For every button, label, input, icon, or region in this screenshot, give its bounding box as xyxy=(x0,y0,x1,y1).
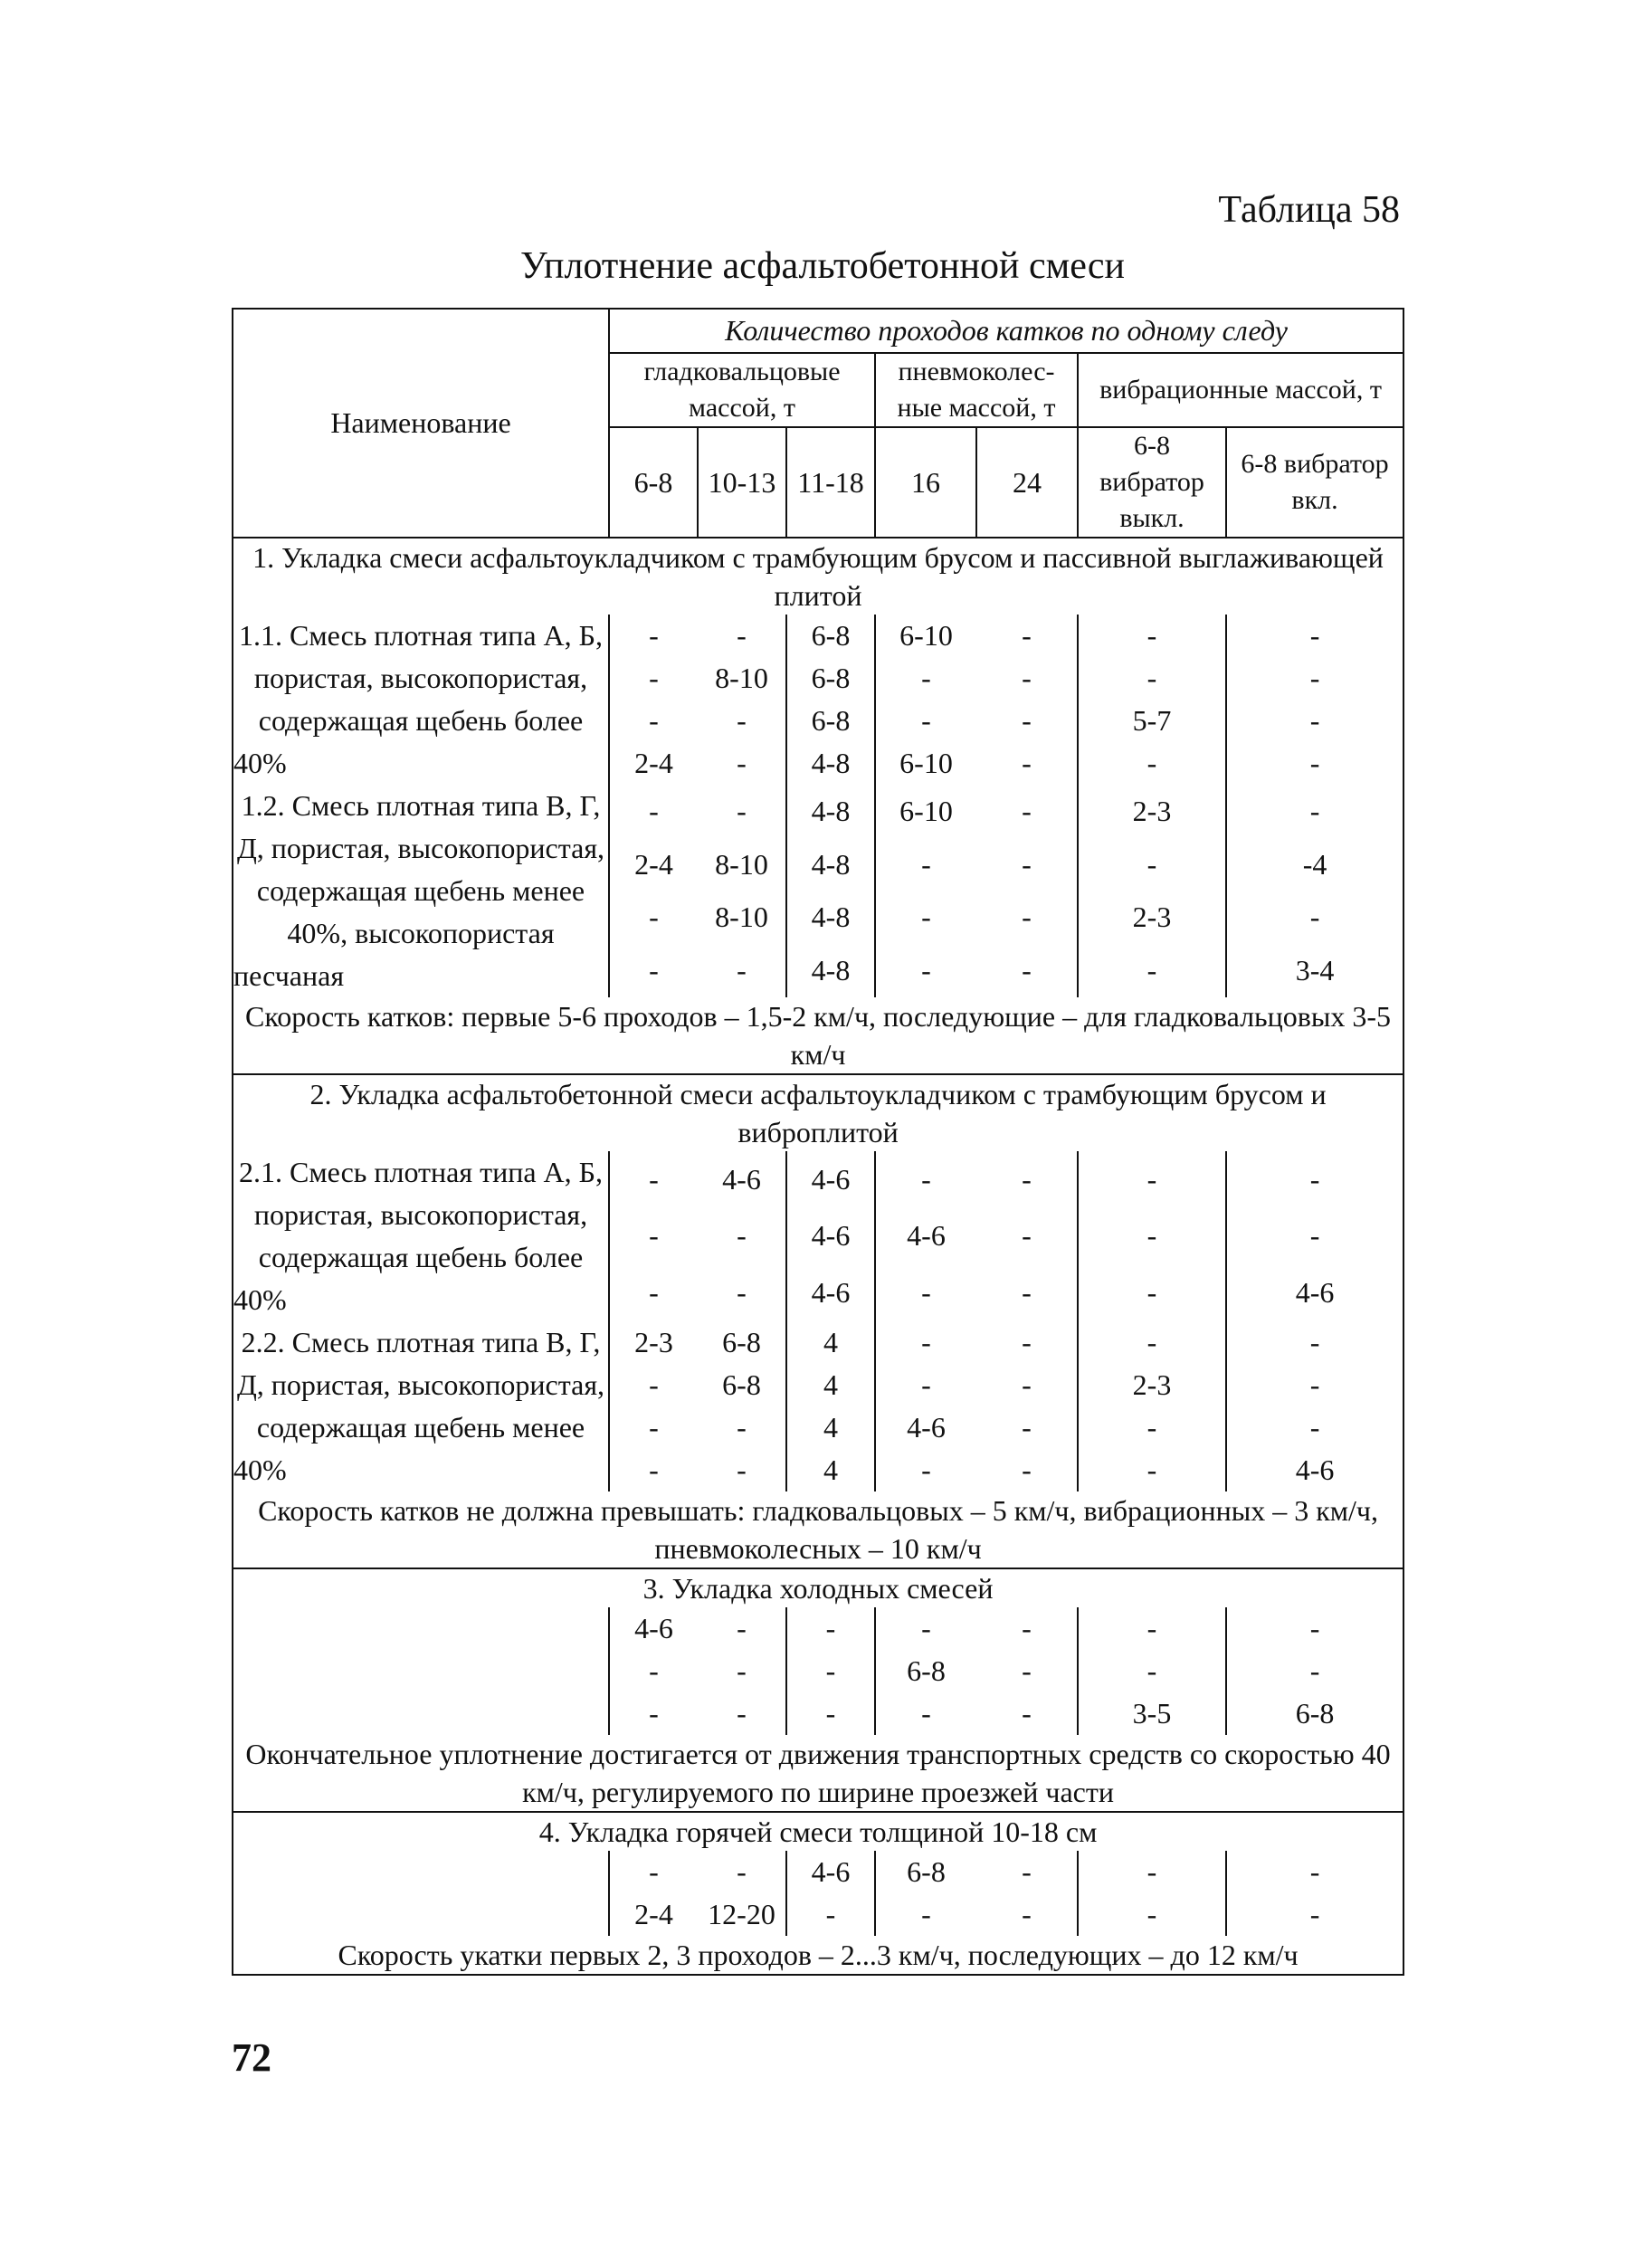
value-cell: - xyxy=(1078,1151,1226,1208)
value-cell: - xyxy=(875,891,976,945)
value-cell: 6-10 xyxy=(875,785,976,838)
value-cell: - xyxy=(609,891,698,945)
header-col: 6-8 xyxy=(609,427,698,538)
value-cell: - xyxy=(1022,704,1032,737)
value-cell: - xyxy=(1078,1321,1226,1364)
page-number: 72 xyxy=(232,2035,271,2080)
header-col: 10-13 xyxy=(698,427,786,538)
value-cell: 4 xyxy=(786,1449,875,1491)
value-cell: - xyxy=(875,657,976,700)
value-cell: - xyxy=(875,838,976,891)
value-cell: 8-10 xyxy=(715,901,768,934)
value-cell: 4-6 xyxy=(875,1208,976,1265)
value-cell: - xyxy=(875,700,976,742)
value-cell: - xyxy=(737,1453,747,1486)
value-cell: - xyxy=(1078,1607,1226,1650)
header-name: Наименование xyxy=(233,309,609,538)
value-cell: - xyxy=(1078,1650,1226,1692)
table-row xyxy=(233,1851,1403,1893)
value-cell: - xyxy=(875,1893,976,1936)
value-cell: 4 xyxy=(786,1406,875,1449)
value-cell: - xyxy=(737,1697,747,1730)
value-cell: - xyxy=(1078,742,1226,785)
value-cell: - xyxy=(609,1151,698,1208)
value-cell: 4-6 xyxy=(875,1406,976,1449)
table-row xyxy=(233,1607,1403,1650)
value-cell: - xyxy=(1022,1654,1032,1687)
value-cell: - xyxy=(1226,1851,1403,1893)
value-cell: 6-8 xyxy=(875,1851,976,1893)
value-cell: - xyxy=(1226,1650,1403,1692)
value-cell: - xyxy=(609,1264,698,1321)
value-cell: - xyxy=(875,1264,976,1321)
value-cell: 2-3 xyxy=(609,1321,698,1364)
page-title: Уплотнение асфальтобетонной смеси xyxy=(519,245,1126,287)
value-cell: - xyxy=(875,1692,976,1735)
value-cell: - xyxy=(1226,1364,1403,1406)
value-cell: 5-7 xyxy=(1078,700,1226,742)
value-cell: - xyxy=(1226,1208,1403,1265)
section-note-row xyxy=(233,1735,1403,1812)
value-cell: - xyxy=(737,1276,747,1310)
value-cell: 2-4 xyxy=(609,838,698,891)
table-row xyxy=(233,785,1403,838)
value-cell: 4 xyxy=(786,1321,875,1364)
value-cell: 4-6 xyxy=(722,1162,761,1196)
value-cell: - xyxy=(737,1855,747,1888)
value-cell: - xyxy=(609,1364,698,1406)
value-cell: - xyxy=(1078,615,1226,657)
value-cell: - xyxy=(1078,1851,1226,1893)
header-smooth: гладковальцовые массой, т xyxy=(609,353,875,427)
value-cell: - xyxy=(609,700,698,742)
value-cell: - xyxy=(737,794,747,827)
value-cell: - xyxy=(1226,1607,1403,1650)
value-cell: 2-3 xyxy=(1078,1364,1226,1406)
value-cell: 6-8 xyxy=(722,1326,761,1358)
value-cell: - xyxy=(1022,1326,1032,1358)
value-cell: - xyxy=(737,747,747,779)
value-cell: 2-3 xyxy=(1078,785,1226,838)
value-cell: - xyxy=(1022,662,1032,694)
value-cell: - xyxy=(737,619,747,652)
header-vibratory: вибрационные массой, т xyxy=(1078,353,1403,427)
value-cell: 6-8 xyxy=(786,615,875,657)
value-cell: - xyxy=(875,1364,976,1406)
section-note: Окончательное уплотнение достигается от движения транспортных средств со скоростью 40 км/ч, регулируемого по ширине проезжей части xyxy=(233,1735,1403,1812)
value-cell: - xyxy=(1078,944,1226,997)
value-cell: - xyxy=(609,1692,698,1735)
value-cell: - xyxy=(1226,742,1403,785)
section-title-row xyxy=(233,1812,1403,1851)
value-cell: 6-8 xyxy=(722,1368,761,1401)
value-cell: - xyxy=(609,1449,698,1491)
value-cell: - xyxy=(1022,954,1032,987)
value-cell: 12-20 xyxy=(708,1898,775,1930)
value-cell: - xyxy=(609,785,698,838)
value-cell: 4-8 xyxy=(786,785,875,838)
value-cell: 6-8 xyxy=(786,700,875,742)
value-cell: - xyxy=(737,1219,747,1253)
value-cell: 4-8 xyxy=(786,838,875,891)
value-cell: - xyxy=(1226,1406,1403,1449)
value-cell: 6-8 xyxy=(786,657,875,700)
section-note: Скорость укатки первых 2, 3 проходов – 2...3 км/ч, последующих – до 12 км/ч xyxy=(233,1936,1403,1975)
section-title-row xyxy=(233,538,1403,615)
value-cell: 4-8 xyxy=(786,891,875,945)
value-cell: - xyxy=(1226,785,1403,838)
section-title: 2. Укладка асфальтобетонной смеси асфальтоукладчиком с трамбующим брусом и виброплитой xyxy=(233,1074,1403,1151)
header-col: 6-8 вибратор выкл. xyxy=(1078,427,1226,538)
value-cell: - xyxy=(1078,657,1226,700)
value-cell: - xyxy=(609,1650,698,1692)
table-row xyxy=(233,615,1403,657)
value-cell: 4-6 xyxy=(1226,1264,1403,1321)
value-cell: 4-6 xyxy=(786,1151,875,1208)
header-col: 16 xyxy=(875,427,976,538)
section-title: 3. Укладка холодных смесей xyxy=(233,1568,1403,1607)
value-cell: - xyxy=(1078,838,1226,891)
table-row xyxy=(233,1151,1403,1208)
section-title: 1. Укладка смеси асфальтоукладчиком с трамбующим брусом и пассивной выглаживающей плитой xyxy=(233,538,1403,615)
value-cell: 4-6 xyxy=(786,1264,875,1321)
value-cell: - xyxy=(786,1893,875,1936)
value-cell: - xyxy=(1022,1855,1032,1888)
value-cell: - xyxy=(1226,615,1403,657)
value-cell: - xyxy=(609,1851,698,1893)
value-cell: - xyxy=(1226,700,1403,742)
value-cell: 4-8 xyxy=(786,944,875,997)
value-cell: 6-8 xyxy=(875,1650,976,1692)
header-col: 6-8 вибратор вкл. xyxy=(1226,427,1403,538)
compaction-table xyxy=(232,308,1404,1976)
value-cell: - xyxy=(609,944,698,997)
value-cell: - xyxy=(1022,794,1032,827)
value-cell: 8-10 xyxy=(715,662,768,694)
value-cell: - xyxy=(1226,1151,1403,1208)
value-cell: - xyxy=(1078,1893,1226,1936)
section-note-row xyxy=(233,997,1403,1074)
value-cell: - xyxy=(1226,1321,1403,1364)
section-title: 4. Укладка горячей смеси толщиной 10-18 см xyxy=(233,1812,1403,1851)
value-cell: - xyxy=(1022,619,1032,652)
header-group: Количество проходов катков по одному следу xyxy=(609,309,1403,353)
value-cell: - xyxy=(1022,1898,1032,1930)
value-cell: 3-4 xyxy=(1226,944,1403,997)
header-pneumatic: пневмоколес-ные массой, т xyxy=(875,353,1078,427)
table-label: Таблица 58 xyxy=(1218,189,1400,231)
section-note-row xyxy=(233,1936,1403,1975)
value-cell: 6-10 xyxy=(875,742,976,785)
value-cell: - xyxy=(1022,901,1032,934)
value-cell: - xyxy=(609,1208,698,1265)
value-cell: - xyxy=(1022,1368,1032,1401)
value-cell: - xyxy=(737,1654,747,1687)
value-cell: 4-6 xyxy=(786,1208,875,1265)
value-cell: - xyxy=(875,1151,976,1208)
value-cell: - xyxy=(737,1612,747,1644)
value-cell: - xyxy=(737,704,747,737)
section-title-row xyxy=(233,1074,1403,1151)
value-cell: - xyxy=(786,1607,875,1650)
value-cell: - xyxy=(786,1650,875,1692)
value-cell: - xyxy=(1226,657,1403,700)
value-cell: 3-5 xyxy=(1078,1692,1226,1735)
value-cell: -4 xyxy=(1226,838,1403,891)
header-col: 11-18 xyxy=(786,427,875,538)
value-cell: - xyxy=(1078,1449,1226,1491)
value-cell: 4-6 xyxy=(786,1851,875,1893)
value-cell: 4-8 xyxy=(786,742,875,785)
row-group-name: 2.2. Смесь плотная типа В, Г, Д, пористая, высокопористая, содержащая щебень менее 40% xyxy=(233,1321,609,1491)
value-cell: - xyxy=(1022,1276,1032,1310)
value-cell: 2-3 xyxy=(1078,891,1226,945)
row-group-name: 1.1. Смесь плотная типа А, Б, пористая, высокопористая, содержащая щебень более 40% xyxy=(233,615,609,785)
value-cell: - xyxy=(1022,1612,1032,1644)
header-col: 24 xyxy=(976,427,1078,538)
value-cell: - xyxy=(737,954,747,987)
section-title-row xyxy=(233,1568,1403,1607)
value-cell: - xyxy=(1022,1453,1032,1486)
value-cell: - xyxy=(1022,847,1032,881)
value-cell: 4 xyxy=(786,1364,875,1406)
value-cell: 6-10 xyxy=(875,615,976,657)
value-cell: 4-6 xyxy=(1226,1449,1403,1491)
section-note-row xyxy=(233,1491,1403,1568)
value-cell: - xyxy=(609,1406,698,1449)
value-cell: - xyxy=(1078,1208,1226,1265)
row-group-name: 1.2. Смесь плотная типа В, Г, Д, пористая, высокопористая, содержащая щебень менее 40%, высокопористая песчаная xyxy=(233,785,609,997)
header-row-1 xyxy=(233,309,1403,353)
section-note: Скорость катков не должна превышать: гладковальцовых – 5 км/ч, вибрационных – 3 км/ч, пневмоколесных – 10 км/ч xyxy=(233,1491,1403,1568)
value-cell: 2-4 xyxy=(609,742,698,785)
value-cell: - xyxy=(1078,1406,1226,1449)
row-group-name-empty xyxy=(233,1607,609,1735)
value-cell: - xyxy=(737,1411,747,1444)
value-cell: - xyxy=(875,1321,976,1364)
value-cell: - xyxy=(609,615,698,657)
value-cell: - xyxy=(875,944,976,997)
value-cell: - xyxy=(1022,1219,1032,1253)
row-group-name-empty xyxy=(233,1851,609,1936)
value-cell: 4-6 xyxy=(609,1607,698,1650)
value-cell: - xyxy=(875,1607,976,1650)
value-cell: - xyxy=(1022,1411,1032,1444)
value-cell: - xyxy=(1022,1697,1032,1730)
value-cell: - xyxy=(875,1449,976,1491)
value-cell: 8-10 xyxy=(715,847,768,881)
value-cell: - xyxy=(1226,891,1403,945)
value-cell: - xyxy=(1078,1264,1226,1321)
value-cell: - xyxy=(786,1692,875,1735)
value-cell: - xyxy=(1022,747,1032,779)
value-cell: - xyxy=(1226,1893,1403,1936)
value-cell: - xyxy=(1022,1162,1032,1196)
section-note: Скорость катков: первые 5-6 проходов – 1,5-2 км/ч, последующие – для гладковальцовых 3-5 км/ч xyxy=(233,997,1403,1074)
table-row xyxy=(233,1321,1403,1364)
value-cell: 6-8 xyxy=(1226,1692,1403,1735)
value-cell: - xyxy=(609,657,698,700)
value-cell: 2-4 xyxy=(609,1893,698,1936)
row-group-name: 2.1. Смесь плотная типа А, Б, пористая, высокопористая, содержащая щебень более 40% xyxy=(233,1151,609,1321)
